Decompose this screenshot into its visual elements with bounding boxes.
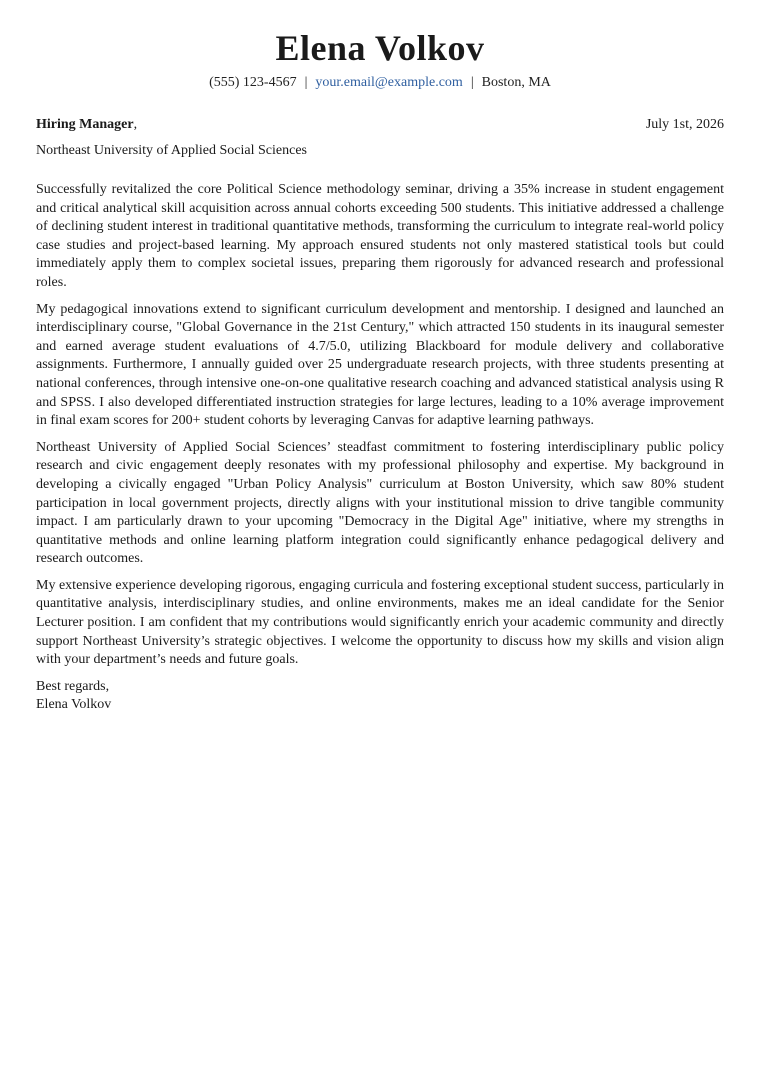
letter-closing [36,678,724,715]
recipient-line [36,115,137,135]
letter-date: July 1st, 2026 [645,117,724,132]
applicant-name: Elena Volkov [275,28,485,68]
recipient-date-row [36,115,724,135]
body-paragraph: Successfully revitalized the core Political Science methodology seminar, driving a 35% increase in student engagement and critical analytical skill acquisition across annual cohorts exceeding 500 students. This initiative addressed a challenge of declining student interest in traditional quantitative methods, transforming the curriculum to integrate real-world policy case studies and project-based learning. My approach ensured students not only mastered statistical tools but could immediately apply them to complex societal issues, preparing them rigorously for advanced research and professional roles. [36,182,724,290]
letter-body [36,181,724,670]
body-paragraph: My pedagogical innovations extend to significant curriculum development and mentorship. I designed and launched an interdisciplinary course, "Global Governance in the 21st Century," which attracted 150 students in its inaugural semester and earned average student evaluations of 4.7/5.0, utilizing Blackboard for module delivery and collaborative assignments. Furthermore, I annually guided over 25 undergraduate research projects, with three students presenting at national conferences, through intensive one-on-one qualitative research coaching and advanced statistical analysis using R and SPSS. I also developed differentiated instruction strategies for large lectures, leading to a 10% average improvement in final exam scores for 200+ student cohorts by leveraging Canvas for adaptive learning pathways. [36,301,724,429]
phone-number: (555) 123-4567 [209,75,297,90]
closing-signature: Elena Volkov [36,697,112,713]
recipient-organization: Northeast University of Applied Social Sciences [36,143,307,158]
body-paragraph: Northeast University of Applied Social Sciences’ steadfast commitment to fostering interdisciplinary public policy research and civic engagement deeply resonates with my professional philosophy and expertise. My background in developing a civically engaged "Urban Policy Analysis" curriculum at Boston University, which saw 80% student participation in local government projects, directly aligns with your institutional mission to drive tangible community impact. I am particularly drawn to your upcoming "Democracy in the Digital Age" initiative, where my strengths in quantitative methods and online learning platform integration could significantly enhance pedagogical delivery and research outcomes. [36,439,724,567]
email-link[interactable]: your.email@example.com [315,75,463,90]
contact-separator: | [470,75,474,90]
contact-separator: | [304,75,308,90]
contact-line [36,73,724,93]
closing-salutation: Best regards, [36,678,110,694]
recipient-name-suffix: , [133,117,138,132]
body-paragraph: My extensive experience developing rigorous, engaging curricula and fostering exceptional student success, particularly in quantitative analysis, interdisciplinary studies, and online environments, makes me an ideal candidate for the Senior Lecturer position. I am confident that my contributions would significantly enrich your academic community and directly support Northeast University’s strategic objectives. I welcome the opportunity to discuss how my skills and vision align with your department’s needs and future goals. [36,577,724,668]
location: Boston, MA [481,75,551,90]
recipient-name: Hiring Manager [36,117,134,132]
